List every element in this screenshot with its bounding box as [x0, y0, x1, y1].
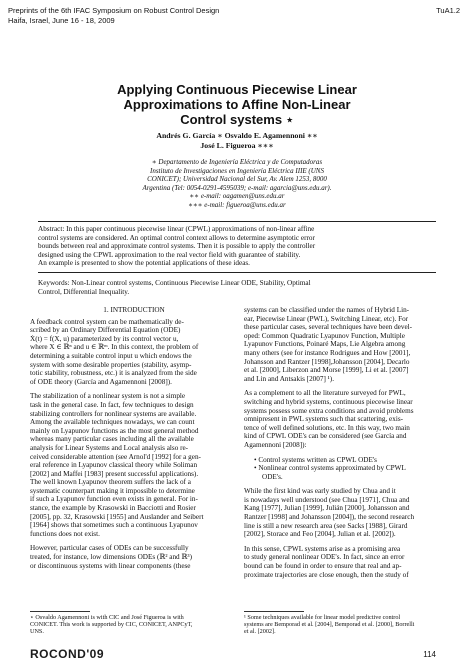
list-item: ODE's.: [262, 472, 283, 481]
text-line: As a complement to all the literature surveyed for PWL,: [244, 389, 406, 398]
right-column: [244, 306, 452, 579]
text-line: ear, Piecewise Linear (PWL), Switching Linear, etc). For: [244, 314, 409, 323]
text-line: Lyapunov Functions, Poinaré Maps, Lie Algebra among: [244, 340, 406, 349]
abstract-line: Abstract: In this paper continuous piecewise linear (CPWL) approximations of non-linear affine: [38, 225, 315, 233]
text-line: [1964] shows that sometimes such a continuous Lyapunov: [30, 521, 198, 530]
text-line: However, particular cases of ODEs can be successfully: [30, 544, 189, 553]
text-line: tence of well defined solutions, etc. In this way, two main: [244, 423, 410, 432]
text-line: totic stability, robustness, etc.) it is analyzed from the side: [30, 369, 197, 378]
text-line: [2002], Storace and Feo [2004], Julian et al. [2002]).: [244, 530, 396, 539]
text-line: eral reference in Lyapunov classical theory while Soliman: [30, 461, 198, 470]
footnote-line: systems are Bemporad et al. [2004], Bemporad et al. [2000], Borrelli: [244, 621, 415, 629]
footnote-line: ¹ Some techniques available for linear model predictive control: [244, 614, 401, 621]
title-line: Control systems ⋆: [180, 112, 294, 127]
text-line: [2002] and Maffei [1983] present successful applications).: [30, 469, 199, 478]
text-line: treated, for instance, low dimensions ODEs (ℝ² and ℝ³): [30, 553, 192, 562]
text-line: proximate trajectories are close enough, then the study of: [244, 570, 409, 579]
text-line: oped: Common Quadratic Lyapunov Function, Multiple: [244, 331, 405, 340]
text-line: task in the general case. In fact, few techniques to design: [30, 400, 194, 409]
right-paragraph-3: [244, 487, 452, 539]
text-line: Ẋ(t) = f(X, u) parameterized by its control vector u,: [30, 334, 179, 343]
affiliation-line: ∗∗∗ e-mail: figueroa@uns.edu.ar: [188, 200, 286, 209]
text-line: system with some desirable properties (stability, asymp-: [30, 360, 192, 369]
text-line: In this sense, CPWL systems arise as a promising area: [244, 544, 401, 553]
affiliations: [60, 158, 414, 210]
text-line: Rantzer [1998] and Johansson [2004]), the second research: [244, 513, 415, 522]
text-line: determining a suitable control input u which endows the: [30, 351, 192, 360]
text-line: Agamennoni [2008]):: [244, 440, 307, 449]
text-line: analysis for Linear Systems and Local analysis also re-: [30, 443, 189, 452]
text-line: systems possess some extra conditions and avoid problems: [244, 406, 414, 415]
text-line: or discontinuous systems with linear components (these: [30, 561, 191, 570]
section-heading-introduction: 1. INTRODUCTION: [103, 306, 165, 314]
footnote-line: et al. [2002].: [244, 628, 276, 636]
text-line: where X ∈ ℝⁿ and u ∈ ℝᵐ. In this context, the problem of: [30, 343, 199, 352]
intro-paragraph-1: [30, 318, 238, 387]
text-line: is nowadays well understood (see Chua [1971], Chua and: [244, 495, 410, 504]
footnote-right: [244, 614, 414, 636]
keywords: [38, 279, 436, 296]
text-line: bound can be found in order to ensure that real and ap-: [244, 562, 402, 571]
text-line: if such a Lyapunov function even exists in general. For in-: [30, 495, 198, 504]
keywords-line: Keywords: Non-Linear control systems, Continuous Piecewise Linear ODE, Stability, Optimal: [38, 279, 311, 287]
author-line: José L. Figueroa ∗∗∗: [200, 140, 274, 150]
abstract-line: designed using the CPWL approximation to the real vector field with guarantee of stability.: [38, 250, 301, 259]
text-line: ceived considerable attention (see Arnol'd [1992] for a gen-: [30, 452, 201, 461]
abstract-line: bounds between real and approximate control systems. Then it is possible to apply the controller: [38, 242, 316, 251]
title-line: Approximations to Affine Non-Linear: [123, 97, 351, 112]
text-line: The stabilization of a nonlinear system is not a simple: [30, 392, 186, 401]
cpwl-kinds-list: [244, 456, 452, 482]
text-line: systematic counterpart making it impossible to determine: [30, 486, 195, 495]
abstract: [38, 221, 436, 273]
text-line: Kang [1977], Julian [1999], Julián [2000], Johansson and: [244, 504, 410, 513]
text-line: Among the available techniques nowadays, we can count: [30, 418, 195, 427]
text-line: A feedback control system can be mathematically de-: [30, 317, 184, 326]
title-line: Applying Continuous Piecewise Linear: [117, 82, 357, 97]
right-paragraph-4: [244, 545, 452, 579]
abstract-line: control systems are considered. An optimal control context allows to determine asymptotic error: [38, 233, 315, 242]
text-line: functions does not exist.: [30, 529, 100, 538]
text-line: While the first kind was early studied by Chua and it: [244, 487, 396, 496]
text-line: switching and hybrid systems, continuous piecewise linear: [244, 397, 413, 406]
text-line: The well known Lyapunov theorem suffers the lack of a: [30, 478, 191, 487]
author-line: Andrés G. García ∗ Osvaldo E. Agamennoni ∗∗: [156, 131, 318, 140]
footnote-line: ⋆ Osvaldo Agamennoni is with CIC and José Figueroa is with: [30, 614, 184, 621]
list-item: • Control systems written as CPWL ODE's: [254, 455, 377, 464]
page-number: 114: [423, 650, 436, 659]
session-code: TuA1.2: [436, 6, 460, 15]
text-line: line is still a new research area (see Sacks [1988], Girard: [244, 521, 408, 530]
text-line: of ODE theory (García and Agamennoni [2008]).: [30, 377, 172, 386]
footnote-rule-right: [244, 611, 304, 612]
text-line: mainly on Lyapunov functions as the most general method: [30, 426, 199, 435]
text-line: to study general nonlinear ODE's. In fact, since an error: [244, 553, 405, 562]
abstract-line: An example is presented to show the potential applications of these ideas.: [38, 259, 250, 268]
text-line: whereas many particular cases including all the available: [30, 435, 194, 444]
text-line: many others (see for instance Rodrigues and How [2001],: [244, 348, 411, 357]
conference-logo: ROCOND'09: [30, 647, 105, 661]
text-line: omnipresent in PWL systems such that scattering, exis-: [244, 415, 404, 424]
keywords-line: Control, Differential Inequality.: [38, 287, 130, 296]
header-symposium: Preprints of the 6th IFAC Symposium on Robust Control Design: [8, 6, 220, 15]
text-line: scribed by an Ordinary Differential Equation (ODE): [30, 326, 181, 335]
text-line: stabilizing controllers for nonlinear systems are available.: [30, 409, 197, 418]
affiliation-line: CONICET); Universidad Nacional del Sur, Av. Alem 1253, 8000: [147, 175, 327, 184]
list-item: • Nonlinear control systems approximated by CPWL: [254, 464, 406, 473]
text-line: Johansson and Rantzer [1998],Johansson [2004], Decarlo: [244, 357, 410, 366]
footnote-rule-left: [30, 611, 90, 612]
affiliation-line: Instituto de Investigaciones en Ingeniería Eléctrica IIIE (UNS: [150, 166, 324, 175]
header-location: Haifa, Israel, June 16 - 18, 2009: [8, 15, 115, 25]
right-paragraph-2: [244, 389, 452, 449]
running-header: [8, 6, 219, 25]
text-line: stance, the example by Krasowski in Bacciotti and Rosier: [30, 504, 196, 513]
text-line: systems can be classified under the names of Hybrid Lin-: [244, 306, 410, 314]
footnote-line: CONICET. This work is supported by CIC, CONICET, ANPCyT,: [30, 621, 193, 629]
right-paragraph-1: [244, 306, 452, 383]
author-list: [0, 131, 474, 150]
text-line: kind of CPWL ODE's can be considered (see García and: [244, 432, 407, 441]
intro-paragraph-2: [30, 392, 238, 538]
affiliation-line: Argentina (Tel: 0054-0291-4595039; e-mail: agarcia@uns.edu.ar).: [142, 183, 332, 192]
text-line: these particular cases, several techniques have been devel-: [244, 323, 413, 332]
text-line: et al. [2000], Liberzon and Morse [1999], Li et al. [2007]: [244, 366, 409, 375]
footnote-line: UNS.: [30, 628, 44, 636]
footnote-left: [30, 614, 192, 636]
affiliation-line: ∗ Departamento de Ingeniería Eléctrica y de Computadoras: [151, 158, 323, 166]
left-column: [30, 306, 238, 570]
paper-title: [0, 82, 474, 127]
affiliation-line: ∗∗ e-mail: oagamen@uns.edu.ar: [189, 192, 285, 201]
text-line: and Lin and Antsakis [2007] ¹).: [244, 374, 334, 383]
text-line: [2005], pp. 32, Krasowski [1955] and Auslander and Seibert: [30, 512, 204, 521]
intro-paragraph-3: [30, 544, 238, 570]
